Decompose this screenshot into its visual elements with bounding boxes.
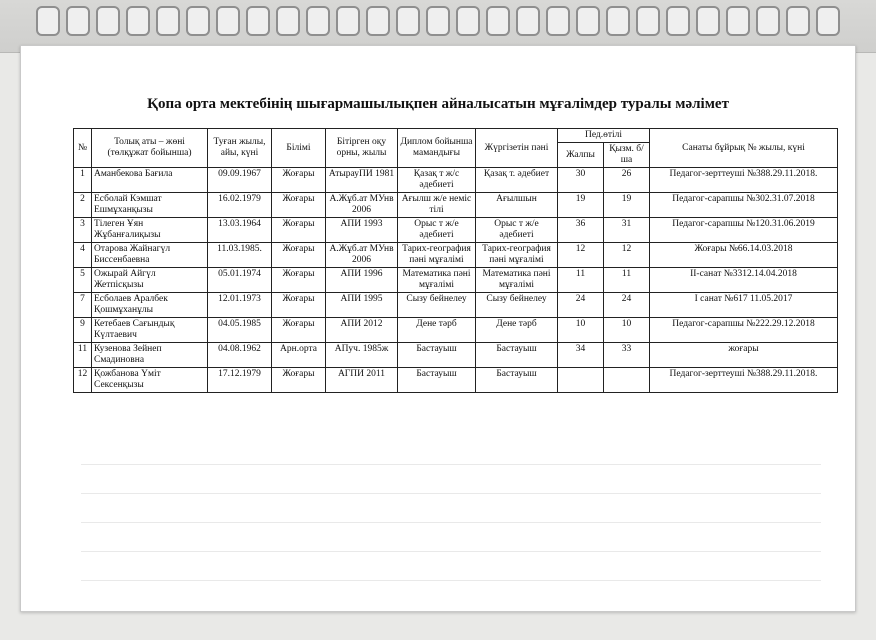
graduated-institution-cell: А.Жұб.ат МУнв 2006 — [326, 243, 398, 268]
experience-total-cell: 34 — [558, 343, 604, 368]
header-name: Толық аты – жөні (төлқұжат бойынша) — [92, 129, 208, 168]
diploma-specialty-cell: Тарих-география пәні мұғалімі — [398, 243, 476, 268]
category-cell: жоғары — [650, 343, 838, 368]
row-num-cell: 5 — [74, 268, 92, 293]
row-num-cell: 4 — [74, 243, 92, 268]
binder-ring — [456, 6, 480, 36]
table-body — [74, 168, 838, 393]
experience-work-cell — [604, 368, 650, 393]
graduated-institution-cell: А.Жұб.ат МУнв 2006 — [326, 193, 398, 218]
table-row — [74, 168, 838, 193]
education-cell: Жоғары — [272, 243, 326, 268]
experience-total-cell — [558, 368, 604, 393]
experience-total-cell: 36 — [558, 218, 604, 243]
teacher-name-cell: Кетебаев Сағындық Күлтаевич — [92, 318, 208, 343]
binder-ring — [516, 6, 540, 36]
header-graduated: Бітірген оқу орны, жылы — [326, 129, 398, 168]
education-cell: Арн.орта — [272, 343, 326, 368]
experience-work-cell: 12 — [604, 243, 650, 268]
education-cell: Жоғары — [272, 268, 326, 293]
experience-total-cell: 19 — [558, 193, 604, 218]
category-cell: ІІ-санат №3312.14.04.2018 — [650, 268, 838, 293]
bleed-through-lines — [81, 436, 821, 596]
subject-cell: Бастауыш — [476, 343, 558, 368]
subject-cell: Қазақ т. әдебиет — [476, 168, 558, 193]
birth-date-cell: 09.09.1967 — [208, 168, 272, 193]
diploma-specialty-cell: Қазақ т ж/с әдебиеті — [398, 168, 476, 193]
table-row — [74, 318, 838, 343]
graduated-institution-cell: АПИ 1995 — [326, 293, 398, 318]
header-birth: Туған жылы, айы, күні — [208, 129, 272, 168]
binder-ring — [36, 6, 60, 36]
header-education: Білімі — [272, 129, 326, 168]
experience-total-cell: 10 — [558, 318, 604, 343]
binder-ring — [486, 6, 510, 36]
education-cell: Жоғары — [272, 293, 326, 318]
teacher-name-cell: Тілеген Ұян Жұбанғалиқызы — [92, 218, 208, 243]
birth-date-cell: 17.12.1979 — [208, 368, 272, 393]
subject-cell: Тарих-география пәні мұғалімі — [476, 243, 558, 268]
row-num-cell: 12 — [74, 368, 92, 393]
teachers-table — [73, 128, 838, 393]
binder-ring — [126, 6, 150, 36]
experience-total-cell: 30 — [558, 168, 604, 193]
teacher-name-cell: Аманбекова Бағила — [92, 168, 208, 193]
binder-ring — [276, 6, 300, 36]
table-row — [74, 268, 838, 293]
diploma-specialty-cell: Бастауыш — [398, 368, 476, 393]
experience-work-cell: 33 — [604, 343, 650, 368]
table-row — [74, 218, 838, 243]
category-cell: Педагог-сарапшы №302.31.07.2018 — [650, 193, 838, 218]
subject-cell: Сызу бейнелеу — [476, 293, 558, 318]
birth-date-cell: 11.03.1985. — [208, 243, 272, 268]
birth-date-cell: 12.01.1973 — [208, 293, 272, 318]
experience-work-cell: 26 — [604, 168, 650, 193]
table-row — [74, 368, 838, 393]
diploma-specialty-cell: Дене тәрб — [398, 318, 476, 343]
row-num-cell: 1 — [74, 168, 92, 193]
teacher-name-cell: Қожбанова Үміт Сексенқызы — [92, 368, 208, 393]
birth-date-cell: 05.01.1974 — [208, 268, 272, 293]
binder-ring — [666, 6, 690, 36]
binder-ring — [576, 6, 600, 36]
subject-cell: Бастауыш — [476, 368, 558, 393]
header-diploma: Диплом бойынша мамандығы — [398, 129, 476, 168]
subject-cell: Ағылшын — [476, 193, 558, 218]
row-num-cell: 2 — [74, 193, 92, 218]
birth-date-cell: 04.08.1962 — [208, 343, 272, 368]
binder-ring — [606, 6, 630, 36]
experience-work-cell: 31 — [604, 218, 650, 243]
graduated-institution-cell: АтырауПИ 1981 — [326, 168, 398, 193]
header-exp-total: Жалпы — [558, 143, 604, 168]
category-cell: Педагог-зерттеуші №388.29.11.2018. — [650, 368, 838, 393]
binder-ring — [366, 6, 390, 36]
table-row — [74, 293, 838, 318]
experience-work-cell: 24 — [604, 293, 650, 318]
header-row — [74, 129, 838, 143]
graduated-institution-cell: АПИ 2012 — [326, 318, 398, 343]
header-category: Санаты бұйрық № жылы, күні — [650, 129, 838, 168]
binder-ring — [156, 6, 180, 36]
document-title: Қопа орта мектебінің шығармашылықпен айналысатын мұғалімдер туралы мәлімет — [147, 96, 729, 112]
category-cell: Педагог-зерттеуші №388.29.11.2018. — [650, 168, 838, 193]
education-cell: Жоғары — [272, 318, 326, 343]
binder-ring — [66, 6, 90, 36]
binder-ring — [216, 6, 240, 36]
diploma-specialty-cell: Математика пәні мұғалімі — [398, 268, 476, 293]
binder-ring — [756, 6, 780, 36]
education-cell: Жоғары — [272, 193, 326, 218]
row-num-cell: 11 — [74, 343, 92, 368]
binder-ring — [546, 6, 570, 36]
birth-date-cell: 16.02.1979 — [208, 193, 272, 218]
row-num-cell: 7 — [74, 293, 92, 318]
graduated-institution-cell: АПуч. 1985ж — [326, 343, 398, 368]
experience-total-cell: 12 — [558, 243, 604, 268]
graduated-institution-cell: АПИ 1996 — [326, 268, 398, 293]
subject-cell: Орыс т ж/е әдебиеті — [476, 218, 558, 243]
education-cell: Жоғары — [272, 368, 326, 393]
experience-total-cell: 24 — [558, 293, 604, 318]
binder-ring — [246, 6, 270, 36]
experience-work-cell: 11 — [604, 268, 650, 293]
teacher-name-cell: Кузенова Зейнеп Смадиновна — [92, 343, 208, 368]
diploma-specialty-cell: Сызу бейнелеу — [398, 293, 476, 318]
binder-ring — [636, 6, 660, 36]
binder-ring — [306, 6, 330, 36]
diploma-specialty-cell: Ағылш ж/е неміс тілі — [398, 193, 476, 218]
teacher-name-cell: Есболаев Аралбек Қошмұханұлы — [92, 293, 208, 318]
subject-cell: Дене тәрб — [476, 318, 558, 343]
category-cell: Жоғары №66.14.03.2018 — [650, 243, 838, 268]
binder-ring — [396, 6, 420, 36]
header-exp-work: Қызм. б/ша — [604, 143, 650, 168]
education-cell: Жоғары — [272, 218, 326, 243]
category-cell: І санат №617 11.05.2017 — [650, 293, 838, 318]
document-page — [20, 45, 856, 612]
binder-ring — [816, 6, 840, 36]
teacher-name-cell: Ожырай Айгүл Жетпісқызы — [92, 268, 208, 293]
binder-ring — [96, 6, 120, 36]
teacher-name-cell: Отарова Жайнагүл Биссенбаевна — [92, 243, 208, 268]
birth-date-cell: 04.05.1985 — [208, 318, 272, 343]
binder-ring — [336, 6, 360, 36]
category-cell: Педагог-сарапшы №120.31.06.2019 — [650, 218, 838, 243]
binder-ring — [786, 6, 810, 36]
experience-total-cell: 11 — [558, 268, 604, 293]
birth-date-cell: 13.03.1964 — [208, 218, 272, 243]
diploma-specialty-cell: Орыс т ж/е әдебиеті — [398, 218, 476, 243]
row-num-cell: 9 — [74, 318, 92, 343]
binder-ring — [726, 6, 750, 36]
experience-work-cell: 10 — [604, 318, 650, 343]
header-experience: Пед.өтілі — [558, 129, 650, 143]
category-cell: Педагог-сарапшы №222.29.12.2018 — [650, 318, 838, 343]
diploma-specialty-cell: Бастауыш — [398, 343, 476, 368]
graduated-institution-cell: АПИ 1993 — [326, 218, 398, 243]
table-row — [74, 243, 838, 268]
row-num-cell: 3 — [74, 218, 92, 243]
experience-work-cell: 19 — [604, 193, 650, 218]
education-cell: Жоғары — [272, 168, 326, 193]
binder-ring — [696, 6, 720, 36]
table-row — [74, 343, 838, 368]
table-row — [74, 193, 838, 218]
header-subject: Жүргізетін пәні — [476, 129, 558, 168]
graduated-institution-cell: АГПИ 2011 — [326, 368, 398, 393]
binder-ring — [426, 6, 450, 36]
teacher-name-cell: Есболай Кэмшат Ешмұханқызы — [92, 193, 208, 218]
subject-cell: Математика пәні мұғалімі — [476, 268, 558, 293]
header-num: № — [74, 129, 92, 168]
binder-ring — [186, 6, 210, 36]
